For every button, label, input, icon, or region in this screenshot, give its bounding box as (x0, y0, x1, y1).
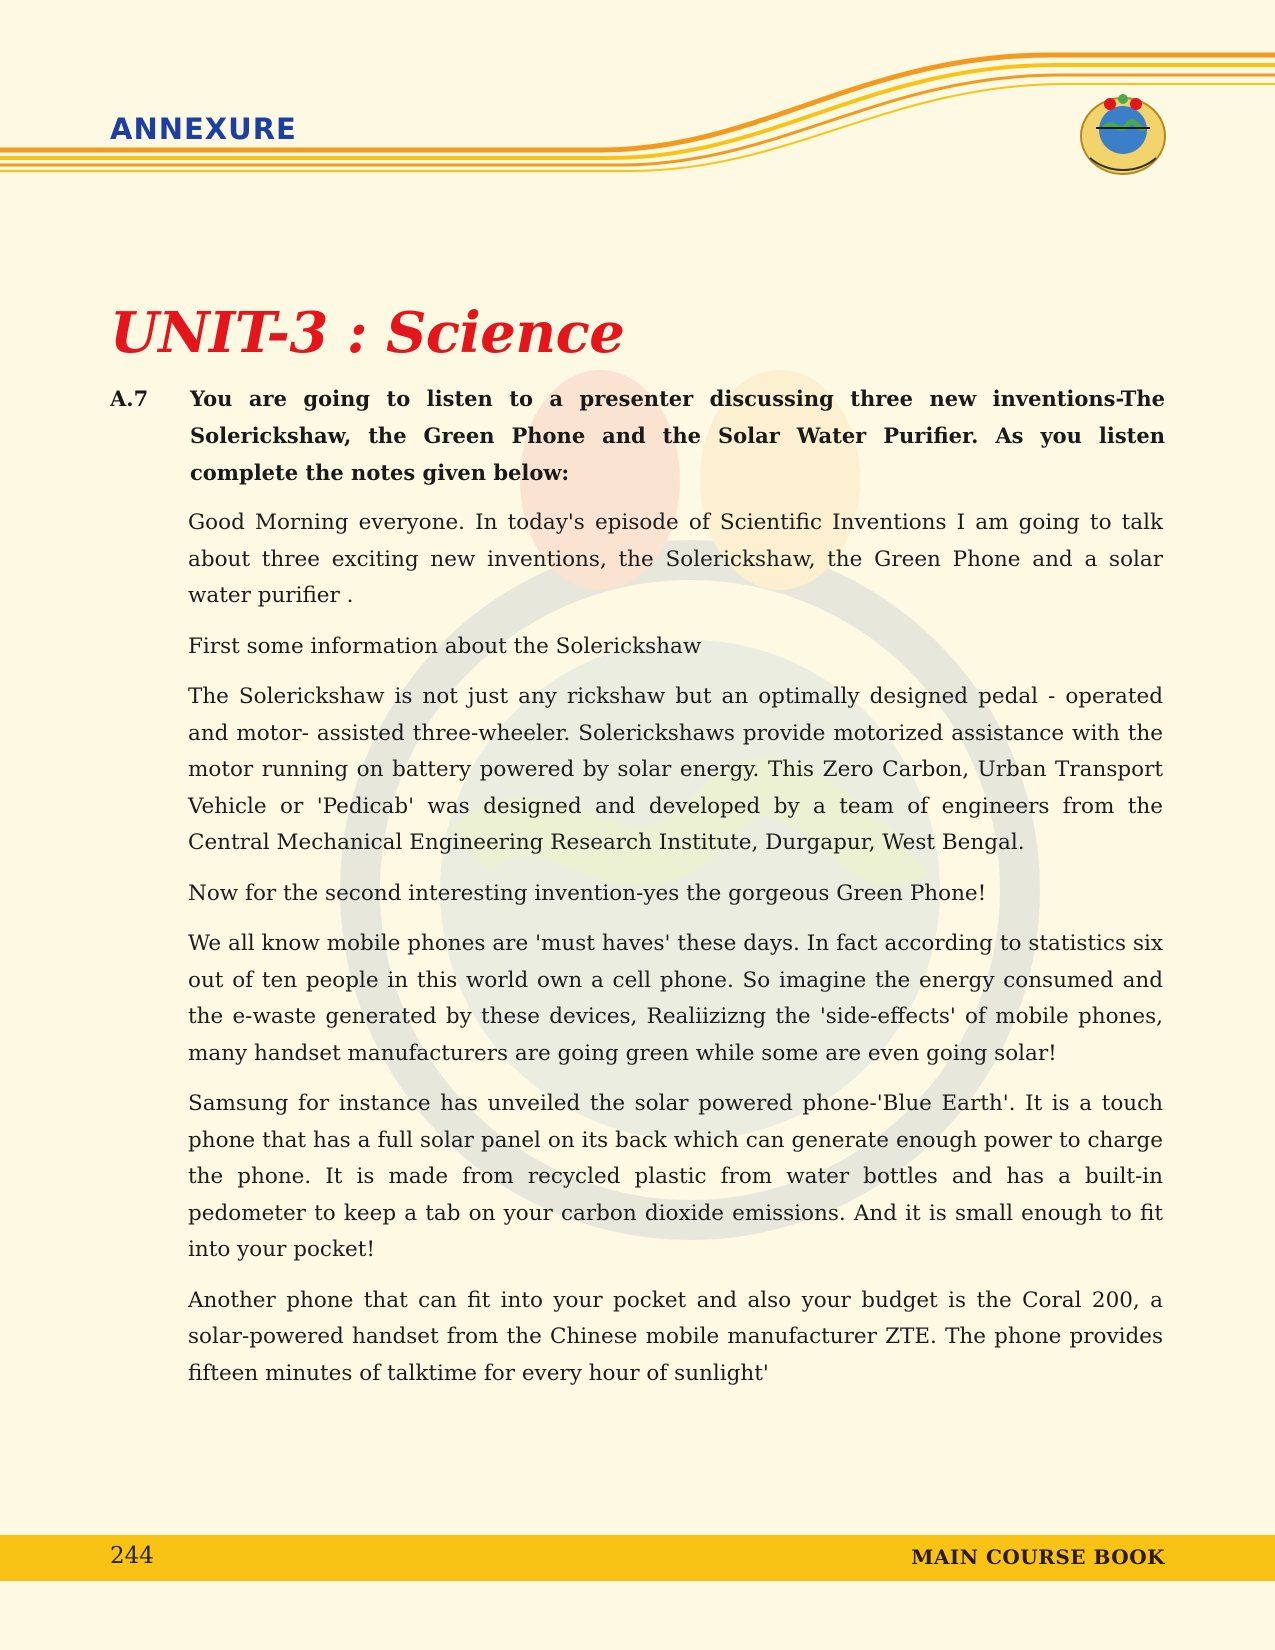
bottom-margin (0, 1581, 1275, 1650)
paragraph: Another phone that can fit into your pocket and also your budget is the Coral 200, a solar-powered handset from the Chinese mobile manufacturer ZTE. The phone provides fifteen minutes of talktime for every hour of sunlight' (188, 1287, 1163, 1386)
unit-title: UNIT-3 : Science (110, 300, 625, 366)
book-title: MAIN COURSE BOOK (911, 1545, 1165, 1569)
school-emblem-icon (1068, 88, 1178, 178)
section-label: ANNEXURE (110, 112, 297, 146)
paragraph: Samsung for instance has unveiled the solar powered phone-'Blue Earth'. It is a touch phone that has a full solar panel on its back which can generate enough power to charge the phone. It is made from recycled plastic from water bottles and has a built-in pedometer to keep a tab on your carbon dioxide emissions. And it is small enough to fit into your pocket! (188, 1091, 1163, 1262)
paragraph: Now for the second interesting invention-yes the gorgeous Green Phone! (188, 880, 987, 906)
paragraph: We all know mobile phones are 'must haves' these days. In fact according to statistics six out of ten people in this world own a cell phone. So imagine the energy consumed and the e-waste generated by these devices, Realiizizng the 'side-effects' of mobile phones, many handset manufacturers are going green while some are even going solar! (188, 931, 1163, 1066)
paragraph: The Solerickshaw is not just any rickshaw but an optimally designed pedal - operated and motor- assisted three-wheeler. Solerickshaws provide motorized assistance with the motor running on battery powered by solar energy. This Zero Carbon, Urban Transport Vehicle or 'Pedicab' was designed and developed by a team of engineers from the Central Mechanical Engineering Research Institute, Durgapur, West Bengal. (188, 684, 1163, 855)
paragraph: Good Morning everyone. In today's episode of Scientific Inventions I am going to talk about three exciting new inventions, the Solerickshaw, the Green Phone and a solar water purifier . (188, 510, 1163, 608)
paragraph: First some information about the Solerickshaw (188, 633, 702, 659)
page-number: 244 (110, 1543, 154, 1569)
question-block (110, 380, 1165, 491)
transcript-body (188, 505, 1163, 1406)
question-number: A.7 (110, 386, 149, 411)
question-text: You are going to listen to a presenter discussing three new inventions-The Solerickshaw, the Green Phone and the Solar Water Purifier. As you listen complete the notes given below: (190, 386, 1165, 485)
